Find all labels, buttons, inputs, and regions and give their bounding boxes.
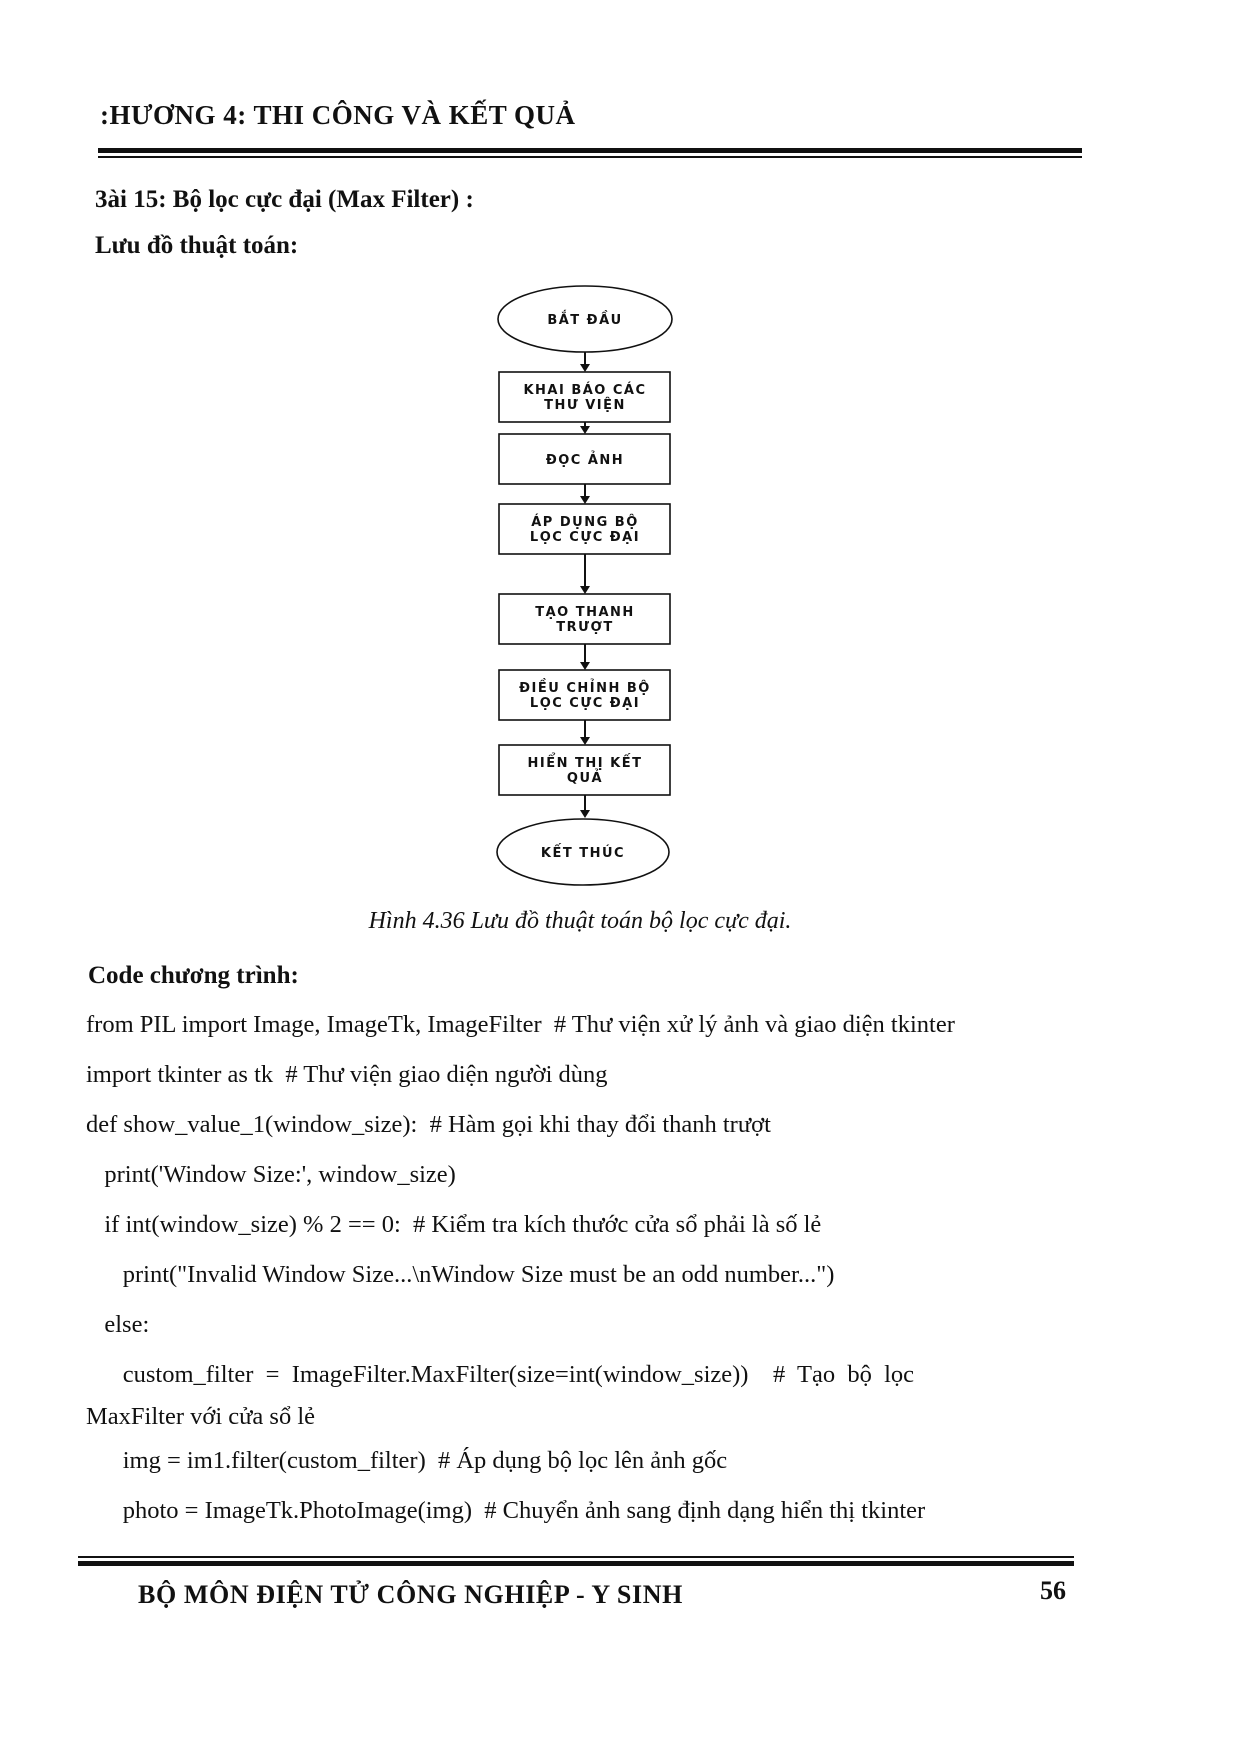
code-line: MaxFilter với cửa sổ lẻ [86, 1403, 315, 1430]
chapter-title: :HƯƠNG 4: THI CÔNG VÀ KẾT QUẢ [100, 100, 576, 130]
code-line: print("Invalid Window Size...\nWindow Size must be an odd number...") [86, 1261, 835, 1288]
code-line: else: [86, 1311, 150, 1338]
flowchart-step-label: HIỂN THỊ KẾT [527, 756, 643, 771]
code-heading: Code chương trình: [88, 962, 299, 989]
code-line: import tkinter as tk # Thư viện giao diện người dùng [86, 1061, 608, 1088]
code-line: custom_filter = ImageFilter.MaxFilter(size=int(window_size)) # Tạo bộ lọc [86, 1361, 915, 1388]
arrow-down-icon [580, 810, 590, 818]
flowchart-step-label: KHAI BÁO CÁC [523, 383, 647, 398]
flowchart-step-label: LỌC CỰC ĐẠI [529, 696, 641, 711]
arrow-down-icon [580, 426, 590, 434]
code-line: from PIL import Image, ImageTk, ImageFilter # Thư viện xử lý ảnh và giao diện tkinter [86, 1011, 955, 1038]
arrow-down-icon [580, 662, 590, 670]
code-line: img = im1.filter(custom_filter) # Áp dụng bộ lọc lên ảnh gốc [86, 1447, 728, 1474]
arrow-down-icon [580, 496, 590, 504]
flowchart-step-label: ĐIỀU CHỈNH BỘ [519, 681, 651, 696]
flowchart-step-label: TRƯỢT [556, 620, 614, 635]
code-line: if int(window_size) % 2 == 0: # Kiểm tra kích thước cửa sổ phải là số lẻ [86, 1211, 822, 1238]
flowchart-step-label: ÁP DỤNG BỘ [531, 515, 639, 530]
flowchart-heading: Lưu đồ thuật toán: [95, 232, 299, 259]
arrow-down-icon [580, 737, 590, 745]
footer-rule [78, 1561, 1074, 1566]
flowchart-end-label: KẾT THÚC [540, 846, 626, 861]
flowchart [480, 280, 700, 900]
section-title: 3ài 15: Bộ lọc cực đại (Max Filter) : [95, 186, 474, 213]
flowchart-step-label: TẠO THANH [535, 605, 635, 620]
footer-department: BỘ MÔN ĐIỆN TỬ CÔNG NGHIỆP - Y SINH [138, 1580, 683, 1609]
footer-rule-thin [78, 1556, 1074, 1558]
flowchart-step-label: THƯ VIỆN [544, 398, 626, 413]
arrow-down-icon [580, 364, 590, 372]
code-line: print('Window Size:', window_size) [86, 1161, 456, 1188]
header-rule-thin [98, 156, 1082, 158]
arrow-down-icon [580, 586, 590, 594]
page-number: 56 [1040, 1576, 1066, 1605]
flowchart-step-label: ĐỌC ẢNH [545, 453, 625, 468]
flowchart-step-label: QUẢ [566, 771, 604, 786]
code-line: photo = ImageTk.PhotoImage(img) # Chuyển ảnh sang định dạng hiển thị tkinter [86, 1497, 926, 1524]
flowchart-step-label: LỌC CỰC ĐẠI [529, 530, 641, 545]
flowchart-start-label: BẮT ĐẦU [547, 313, 623, 328]
figure-caption: Hình 4.36 Lưu đồ thuật toán bộ lọc cực đại. [368, 908, 792, 934]
header-rule [98, 148, 1082, 153]
code-line: def show_value_1(window_size): # Hàm gọi khi thay đổi thanh trượt [86, 1111, 771, 1138]
